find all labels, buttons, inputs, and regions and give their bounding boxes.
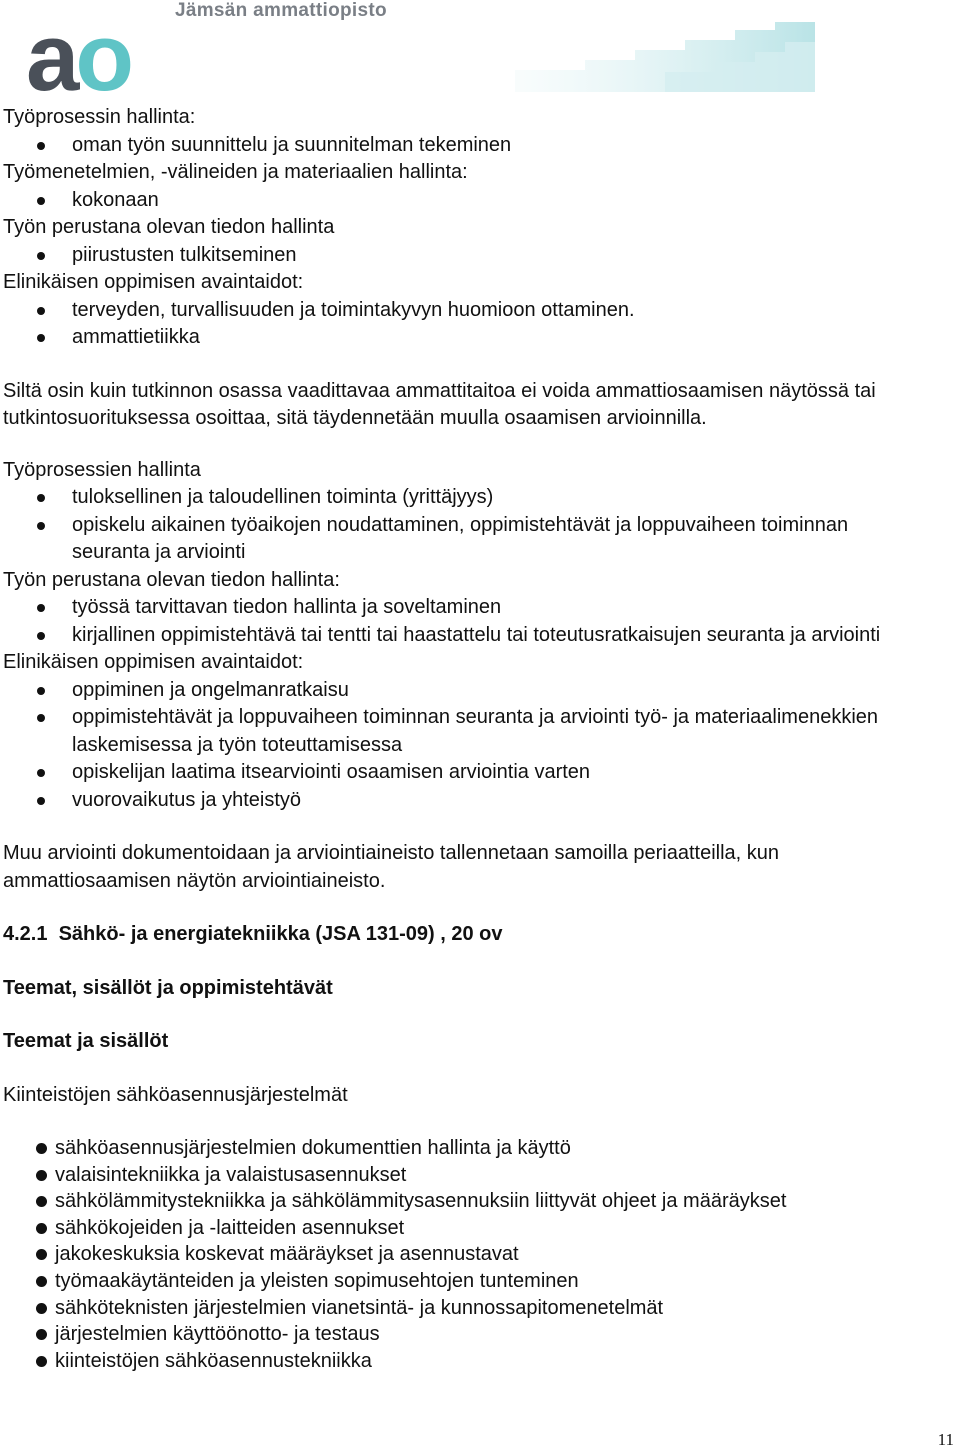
bullet-item: työssä tarvittavan tiedon hallinta ja soveltaminen	[3, 594, 943, 622]
block-label: Elinikäisen oppimisen avaintaidot:	[3, 651, 304, 673]
topic-list-item: jakokeskuksia koskevat määräykset ja asennustavat	[3, 1241, 943, 1268]
block-label: Työprosessin hallinta:	[3, 106, 196, 128]
decorative-steps-graphic	[515, 22, 815, 92]
bullet-item: kokonaan	[3, 187, 943, 215]
block-label: Työn perustana olevan tiedon hallinta:	[3, 568, 340, 591]
topic-heading: Kiinteistöjen sähköasennusjärjestelmät	[3, 1083, 348, 1106]
ao-logo: ao	[26, 4, 131, 111]
bullet-item: kirjallinen oppimistehtävä tai tentti tai haastattelu tai toteutusratkaisujen seuranta ja arviointi	[3, 622, 943, 650]
topic-list-item: sähkölämmitystekniikka ja sähkölämmitysasennuksiin liittyvät ohjeet ja määräykset	[3, 1188, 943, 1215]
topic-list-item: sähköteknisten järjestelmien vianetsintä- ja kunnossapitomenetelmät	[3, 1295, 943, 1322]
bullet-item: vuorovaikutus ja yhteistyö	[3, 787, 943, 815]
sub-subsection-heading: Teemat ja sisällöt	[3, 1030, 169, 1052]
bullet-item: tuloksellinen ja taloudellinen toiminta (yrittäjyys)	[3, 484, 943, 512]
section-heading: 4.2.1 Sähkö- ja energiatekniikka (JSA 131-09) , 20 ov	[3, 923, 503, 945]
topic-list	[3, 1135, 943, 1374]
bullet-item: ammattietiikka	[3, 324, 943, 352]
block-label: Elinikäisen oppimisen avaintaidot:	[3, 271, 304, 293]
block-label: Työprosessien hallinta	[3, 458, 201, 481]
bullet-item: oman työn suunnittelu ja suunnitelman tekeminen	[3, 132, 943, 160]
paragraph-documentation: Muu arviointi dokumentoidaan ja arviointiaineisto tallennetaan samoilla periaatteilla, kun ammattiosaamisen näytön arviointiaineisto.	[3, 842, 780, 892]
page-header	[0, 0, 960, 111]
page-number: 11	[937, 1430, 954, 1449]
competence-block-1	[3, 104, 943, 352]
bullet-item: piirustusten tulkitseminen	[3, 242, 943, 270]
topic-list-item: järjestelmien käyttöönotto- ja testaus	[3, 1321, 943, 1348]
competence-block-2	[3, 457, 943, 815]
bullet-item: opiskelu aikainen työaikojen noudattaminen, oppimistehtävät ja loppuvaiheen toiminnan seuranta ja arviointi	[3, 512, 943, 567]
bullet-item: terveyden, turvallisuuden ja toimintakyvyn huomioon ottaminen.	[3, 297, 943, 325]
topic-list-item: valaisintekniikka ja valaistusasennukset	[3, 1162, 943, 1189]
bullet-item: oppimistehtävät ja loppuvaiheen toiminnan seuranta ja arviointi työ- ja materiaalimenekkien laskemisessa ja työn toteuttamisessa	[3, 704, 943, 759]
topic-list-item: kiinteistöjen sähköasennustekniikka	[3, 1348, 943, 1375]
block-label: Työn perustana olevan tiedon hallinta	[3, 216, 335, 238]
school-name: Jämsän ammattiopisto	[175, 0, 387, 21]
topic-list-item: työmaakäytänteiden ja yleisten sopimusehtojen tunteminen	[3, 1268, 943, 1295]
topic-list-item: sähköasennusjärjestelmien dokumenttien hallinta ja käyttö	[3, 1135, 943, 1162]
block-label: Työmenetelmien, -välineiden ja materiaalien hallinta:	[3, 161, 468, 183]
topic-list-item: sähkökojeiden ja -laitteiden asennukset	[3, 1215, 943, 1242]
bullet-item: oppiminen ja ongelmanratkaisu	[3, 677, 943, 705]
bullet-item: opiskelijan laatima itsearviointi osaamisen arviointia varten	[3, 759, 943, 787]
paragraph-supplementary-assessment: Siltä osin kuin tutkinnon osassa vaadittavaa ammattitaitoa ei voida ammattiosaamisen näytössä tai tutkintosuorituksessa osoittaa, sitä täydennetään muulla osaamisen arvioinnilla.	[3, 379, 876, 429]
subsection-heading: Teemat, sisällöt ja oppimistehtävät	[3, 976, 333, 999]
document-body	[3, 104, 943, 1374]
